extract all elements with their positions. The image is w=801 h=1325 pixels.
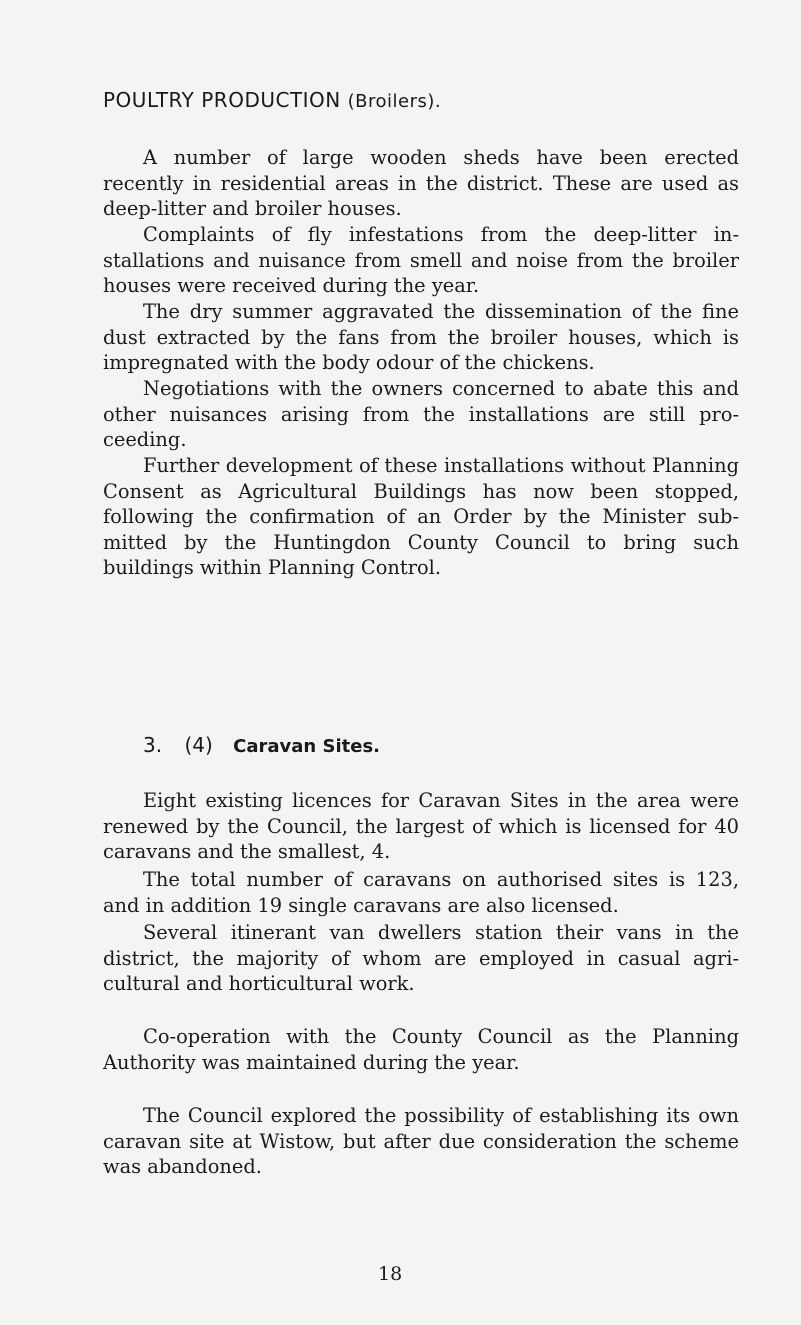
title-sub: (Broilers).	[347, 91, 442, 112]
paragraph: The Council explored the possibility of establishing its own caravan site at Wistow, but after due consideration the scheme was abandoned.	[103, 1104, 739, 1178]
section-label: Caravan Sites.	[233, 736, 380, 757]
paragraph: Complaints of fly infestations from the deep-litter installations and nuisance from smell and noise from the broiler houses were received during the year.	[103, 223, 739, 297]
paragraph: Eight existing licences for Caravan Sites in the area were renewed by the Council, the largest of which is licensed for 40 caravans and the smallest, 4.	[103, 789, 739, 863]
page-number: 18	[378, 1263, 403, 1285]
section-heading	[143, 733, 380, 757]
paragraph: Several itinerant van dwellers station their vans in the district, the majority of whom are employed in casual agricultural and horticultural work.	[103, 921, 739, 995]
paragraph: Further development of these installations without Planning Consent as Agricultural Buildings has now been stopped, following the confirmation of an Order by the Minister submitted by the Huntingdon County Council to bring such buildings within Planning Control.	[103, 454, 739, 579]
paragraph: Negotiations with the owners concerned to abate this and other nuisances arising from the installations are still proceeding.	[103, 377, 739, 451]
paragraph: A number of large wooden sheds have been erected recently in residential areas in the district. These are used as deep-litter and broiler houses.	[103, 146, 739, 220]
page-title	[103, 88, 441, 112]
paragraph: Co-operation with the County Council as the Planning Authority was maintained during the year.	[103, 1025, 739, 1074]
section-number: 3.	[143, 733, 163, 757]
title-main: POULTRY PRODUCTION	[103, 88, 341, 112]
paragraph: The total number of caravans on authorised sites is 123, and in addition 19 single caravans are also licensed.	[103, 868, 739, 917]
section-subnumber: (4)	[184, 733, 213, 757]
paragraph: The dry summer aggravated the dissemination of the fine dust extracted by the fans from the broiler houses, which is impregnated with the body odour of the chickens.	[103, 300, 739, 374]
